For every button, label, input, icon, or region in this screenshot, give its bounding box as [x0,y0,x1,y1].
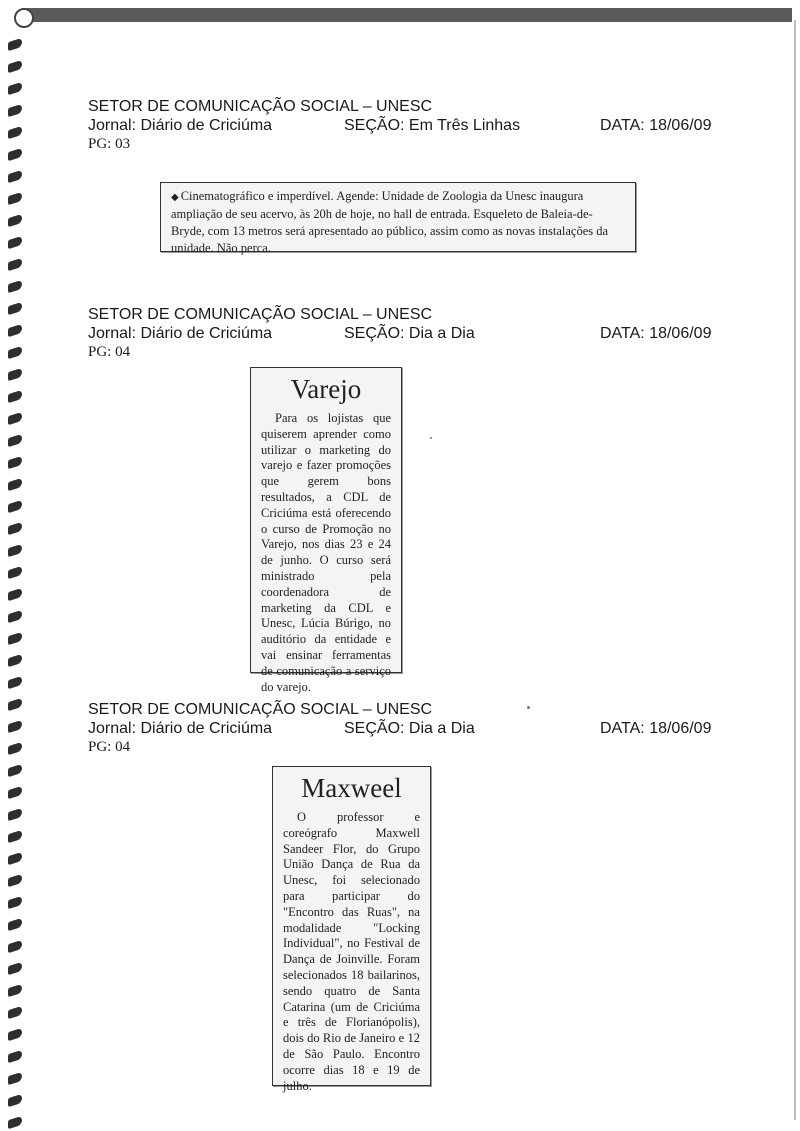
scan-speck [430,437,432,439]
spiral-coil [8,632,22,646]
spiral-coil [8,962,22,976]
newspaper-name: Jornal: Diário de Criciúma [88,325,273,342]
spiral-coil [8,896,22,910]
spiral-coil [8,390,22,404]
sector-title: SETOR DE COMUNICAÇÃO SOCIAL – UNESC [88,98,433,115]
spiral-coil [8,764,22,778]
spiral-coil [8,742,22,756]
clipping-body: Cinematográfico e imperdível. Agende: Unidade de Zoologia da Unesc inaugura ampliação de seu acervo, às 20h de hoje, no hall de entrada. Esqueleto de Baleia-de-Bryde, com 13 metros será apresentado ao público, assim como as novas instalações da unidade. Não perca. [171,189,609,255]
spiral-coil [8,456,22,470]
spiral-coil [8,324,22,338]
spiral-coil [8,566,22,580]
spiral-coil [8,346,22,360]
date: DATA: 18/06/09 [600,325,712,342]
spiral-coil [8,522,22,536]
spiral-coil [8,588,22,602]
spiral-coil [8,236,22,250]
spiral-coil [8,412,22,426]
sector-title: SETOR DE COMUNICAÇÃO SOCIAL – UNESC [88,701,433,718]
newspaper-name: Jornal: Diário de Criciúma [88,720,273,737]
spiral-coil [8,38,22,52]
scan-speck [527,706,530,709]
spiral-coil [8,544,22,558]
spiral-coil [8,434,22,448]
spiral-coil [8,698,22,712]
spiral-coil [8,500,22,514]
clipping-em-tres-linhas [160,182,636,255]
spiral-coil [8,478,22,492]
spiral-coil [8,808,22,822]
spiral-coil [8,258,22,272]
clipping-title: Maxweel [301,773,402,803]
page-number: PG: 04 [88,739,131,755]
section-name: SEÇÃO: Em Três Linhas [344,117,521,134]
spiral-coil [8,148,22,162]
clipping-body: Para os lojistas que quiserem aprender como utilizar o marketing do varejo e fazer promoções que gerem bons resultados, a CDL de Criciúma está oferecendo o curso de Promoção no Varejo, nos dias 23 e 24 de junho. O curso será ministrado pela coordenadora de marketing da CDL e Unesc, Lúcia Búrigo, no auditório da entidade e vai ensinar ferramentas de comunicação a serviço do varejo. [261,411,391,694]
spiral-coil [8,654,22,668]
spiral-coil [8,368,22,382]
spiral-coil [8,874,22,888]
spiral-coil [8,192,22,206]
clipping-body: O professor e coreógrafo Maxwell Sandeer Flor, do Grupo União Dança de Rua da Unesc, foi selecionado para participar do "Encontro das Ruas", na modalidade "Locking Individual", no Festival de Dança de Joinville. Foram selecionados 18 bailarinos, sendo quatro de Santa Catarina (um de Criciúma e três de Florianópolis), dois do Rio de Janeiro e 12 de São Paulo. Encontro ocorre dias 18 e 19 de julho. [283,810,420,1093]
spiral-coil [8,302,22,316]
spiral-coil [8,940,22,954]
page-number: PG: 03 [88,136,131,152]
spiral-coil [8,676,22,690]
date: DATA: 18/06/09 [600,117,712,134]
spiral-coil [8,786,22,800]
diamond-bullet-icon: ◆ [171,192,179,203]
date: DATA: 18/06/09 [600,720,712,737]
spiral-coil [8,1094,22,1108]
spiral-coil [8,1116,22,1130]
page-number: PG: 04 [88,344,131,360]
spiral-coil [8,1050,22,1064]
section-name: SEÇÃO: Dia a Dia [344,720,475,737]
scan-top-border [22,8,792,22]
spiral-coil [8,720,22,734]
spiral-coil [8,984,22,998]
spiral-coil [8,610,22,624]
spiral-coil [8,852,22,866]
spiral-coil [8,104,22,118]
clipping-maxweel [272,766,431,1093]
scan-right-edge [794,20,796,1120]
entry-header-2 [88,306,728,366]
spiral-coil [8,830,22,844]
spiral-coil [8,170,22,184]
entry-header-1 [88,98,728,158]
section-name: SEÇÃO: Dia a Dia [344,325,475,342]
spiral-coil [8,1006,22,1020]
spiral-coil [8,280,22,294]
entry-header-3 [88,701,728,761]
spiral-coil [8,126,22,140]
binder-hole [14,8,34,28]
spiral-coil [8,1072,22,1086]
spiral-coil [8,918,22,932]
clipping-title: Varejo [290,374,362,404]
newspaper-name: Jornal: Diário de Criciúma [88,117,273,134]
spiral-coil [8,214,22,228]
sector-title: SETOR DE COMUNICAÇÃO SOCIAL – UNESC [88,306,433,323]
spiral-coil [8,60,22,74]
spiral-coil [8,1028,22,1042]
spiral-binding [8,40,24,1130]
spiral-coil [8,82,22,96]
clipping-varejo [250,367,402,694]
